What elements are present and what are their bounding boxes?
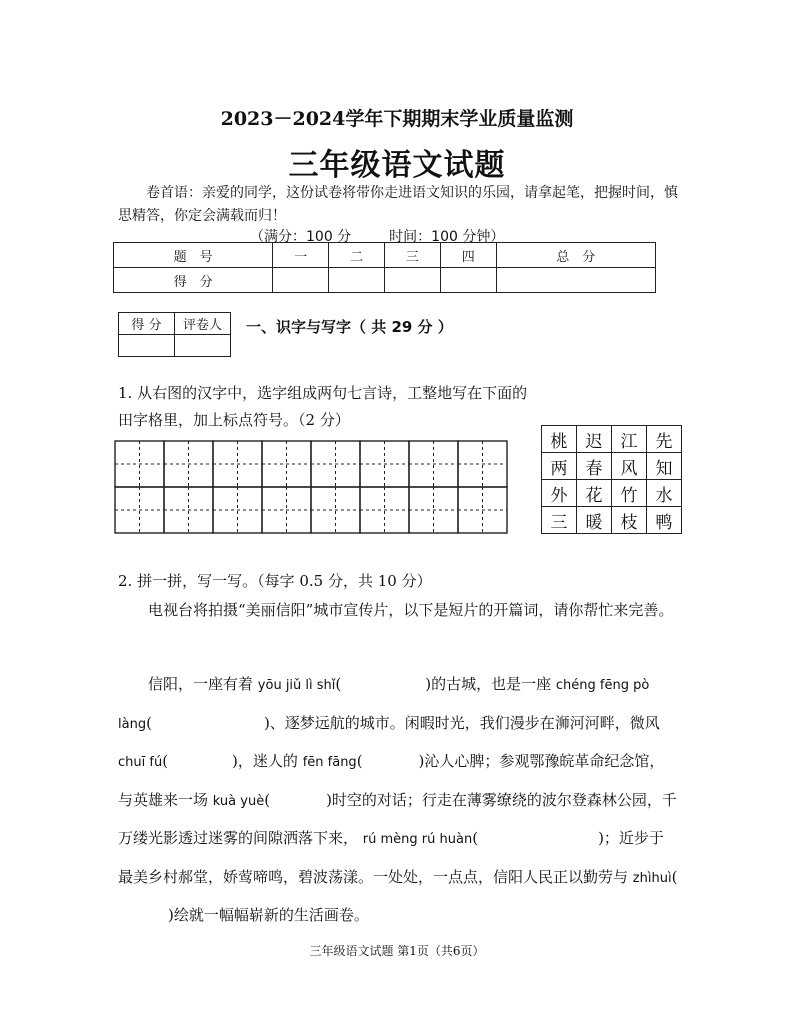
- pinyin-prompt: rú mèng rú huàn: [362, 832, 473, 847]
- score-cell: 题 号: [114, 243, 273, 268]
- pinyin-prompt: chuī fú: [118, 755, 163, 770]
- score-blank: [329, 268, 385, 293]
- char-cell: 枝: [612, 507, 647, 534]
- passage-text: 的古城，也是一座: [431, 675, 552, 693]
- char-cell: 风: [612, 453, 647, 480]
- score-cell: 三: [384, 243, 440, 268]
- passage-text: 沁人心脾；参观鄂豫皖革命纪念馆，与英雄来一场: [118, 752, 665, 809]
- preface-text: 卷首语：亲爱的同学，这份试卷将带你走进语文知识的乐园，请拿起笔，把握时间，慎思精答，你定会满载而归！: [118, 185, 678, 224]
- passage-text: ；近步于最美乡村郝堂，娇莺啼鸣，碧波荡漾。一处处，一点点，信阳人民正以勤劳与: [118, 829, 664, 886]
- passage-text: 时空的对话；行走在薄雾缭绕的波尔登森林公园，千万缕光影透过迷雾的间隙洒落下来，: [118, 790, 677, 847]
- char-cell: 竹: [612, 480, 647, 507]
- score-cell: 总 分: [496, 243, 655, 268]
- passage-text: ，迷人的: [237, 752, 298, 770]
- pinyin-prompt: kuà yuè: [212, 793, 265, 809]
- section-1-title: 一、识字与写字（ 共 29 分 ）: [246, 318, 453, 336]
- pinyin-prompt: zhìhuì: [632, 870, 672, 886]
- grader-score-label: 得 分: [119, 313, 175, 335]
- char-cell: 江: [612, 426, 647, 453]
- char-cell: 花: [577, 480, 612, 507]
- grader-table: [118, 312, 231, 357]
- exam-title: 2023－2024学年下期期末学业质量监测: [220, 108, 574, 130]
- passage-text: 、逐梦远航的城市。闲暇时光，我们漫步在浉河河畔，微风: [269, 713, 660, 732]
- question-2-intro: 电视台将拍摄“美丽信阳”城市宣传片，以下是短片的开篇词，请你帮忙来完善。: [148, 601, 674, 619]
- pinyin-prompt: yōu jiǔ lì shǐ: [257, 678, 336, 693]
- char-cell: 先: [647, 426, 682, 453]
- score-blank: [273, 268, 329, 293]
- exam-time: 时间：100 分钟）: [389, 229, 505, 245]
- passage-text: 绘就一幅幅崭新的生活画卷。: [173, 906, 369, 924]
- pinyin-prompt: chéng fēng pò làng: [118, 678, 650, 732]
- char-cell: 春: [577, 453, 612, 480]
- char-cell: 迟: [577, 426, 612, 453]
- score-table-header-row: [114, 243, 656, 268]
- grader-name-label: 评卷人: [175, 313, 231, 335]
- question-1: 1. 从右图的汉字中，选字组成两句七言诗，工整地写在下面的田字格里，加上标点符号。（2 分）: [118, 384, 528, 429]
- char-cell: 知: [647, 453, 682, 480]
- char-cell: 三: [542, 507, 577, 534]
- score-table-score-row: [114, 268, 656, 293]
- score-table: [113, 242, 656, 293]
- grader-name-blank: [175, 335, 231, 357]
- score-blank: [496, 268, 655, 293]
- char-cell: 暖: [577, 507, 612, 534]
- score-cell: 一: [273, 243, 329, 268]
- pinyin-passage: 信阳，一座有着 yōu jiǔ lì shǐ( )的古城，也是一座 chéng fēng pò làng( )、逐梦远航的城市。闲暇时光，我们漫步在浉河河畔，微风 chuī fú( )，迷人的 fēn fāng( )沁人心脾；参观鄂豫皖革命纪念馆，与英雄来一场 kuà yuè( )时空的对话；行走在薄雾缭绕的波尔登森林公园，千万缕光影透过迷雾的间隙洒落下来， rú mèng rú huàn( )；近步于最美乡村郝堂，娇莺啼鸣，碧波荡漾。一处处，一点点，信阳人民正以勤劳与 zhìhuì()绘就一幅幅崭新的生活画卷。: [118, 675, 678, 924]
- page-footer: 三年级语文试题 第1页（共6页）: [309, 944, 485, 958]
- pinyin-prompt: fēn fāng: [302, 755, 357, 770]
- char-cell: 桃: [542, 426, 577, 453]
- question-2: 2. 拼一拼，写一写。（每字 0.5 分，共 10 分）: [118, 572, 432, 590]
- full-score: （满分：100 分: [250, 229, 352, 245]
- char-cell: 鸭: [647, 507, 682, 534]
- score-cell: 四: [440, 243, 496, 268]
- score-blank: [440, 268, 496, 293]
- grader-score-blank: [119, 335, 175, 357]
- score-blank: [384, 268, 440, 293]
- char-cell: 外: [542, 480, 577, 507]
- exam-subtitle: 三年级语文试题: [288, 148, 506, 183]
- character-table: [541, 425, 682, 534]
- passage-text: 信阳，一座有着: [148, 675, 254, 693]
- char-cell: 两: [542, 453, 577, 480]
- score-cell: 二: [329, 243, 385, 268]
- writing-grid: [114, 440, 517, 534]
- char-cell: 水: [647, 480, 682, 507]
- score-cell: 得 分: [114, 268, 273, 293]
